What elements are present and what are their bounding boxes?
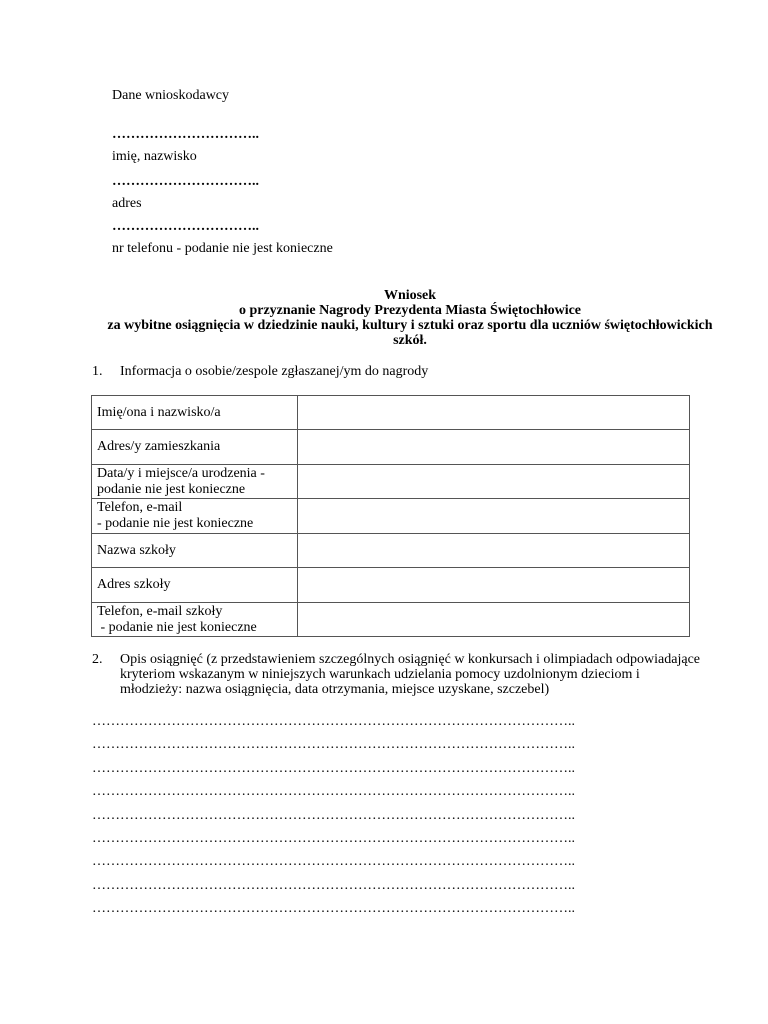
- row-value-field[interactable]: [298, 430, 690, 465]
- nominee-info-table: [91, 395, 690, 637]
- name-fill-line[interactable]: …………………………..: [112, 127, 259, 142]
- row-value-field[interactable]: [298, 568, 690, 603]
- phone-fill-line[interactable]: …………………………..: [112, 219, 259, 234]
- document-subtitle-line4: szkół.: [393, 333, 427, 348]
- row-label: Data/y i miejsce/a urodzenia - podanie nie jest konieczne: [92, 465, 298, 499]
- document-subtitle: o przyznanie Nagrody Prezydenta Miasta Świętochłowice: [238, 303, 582, 318]
- table-row: [92, 396, 690, 430]
- description-line-4[interactable]: …………………………………………………………………………………………..: [92, 784, 575, 799]
- section2-line2: kryteriom wskazanym w niniejszych warunkach udzielania pomocy uzdolnionym dzieciom i: [120, 667, 640, 682]
- applicant-heading: Dane wnioskodawcy: [112, 88, 230, 103]
- row-value-field[interactable]: [298, 603, 690, 637]
- table-row: [92, 499, 690, 534]
- row-label: Nazwa szkoły: [92, 534, 298, 568]
- table-row: [92, 603, 690, 637]
- section1-heading: Informacja o osobie/zespole zgłaszanej/ym do nagrody: [120, 364, 429, 379]
- row-label: Adres szkoły: [92, 568, 298, 603]
- phone-label: nr telefonu - podanie nie jest konieczne: [112, 241, 333, 256]
- address-fill-line[interactable]: …………………………..: [112, 174, 259, 189]
- document-title: Wniosek: [383, 288, 437, 303]
- row-value-field[interactable]: [298, 396, 690, 430]
- description-line-7[interactable]: …………………………………………………………………………………………..: [92, 854, 575, 869]
- table-row: [92, 534, 690, 568]
- description-line-9[interactable]: …………………………………………………………………………………………..: [92, 901, 575, 916]
- row-label: Telefon, e-mail szkoły - podanie nie jest konieczne: [92, 603, 298, 637]
- description-line-3[interactable]: …………………………………………………………………………………………..: [92, 761, 575, 776]
- description-line-1[interactable]: …………………………………………………………………………………………..: [92, 714, 575, 729]
- row-value-field[interactable]: [298, 499, 690, 534]
- description-line-8[interactable]: …………………………………………………………………………………………..: [92, 878, 575, 893]
- document-subtitle-line3: za wybitne osiągnięcia w dziedzinie nauki, kultury i sztuki oraz sportu dla uczniów świętochłowickich: [107, 318, 713, 333]
- section1-number: 1.: [92, 364, 103, 379]
- table-row: [92, 465, 690, 499]
- row-label: Adres/y zamieszkania: [92, 430, 298, 465]
- section2-line1: Opis osiągnięć (z przedstawieniem szczególnych osiągnięć w konkursach i olimpiadach odpowiadające: [120, 652, 701, 667]
- section2-line3: młodzieży: nazwa osiągnięcia, data otrzymania, miejsce uzyskane, szczebel): [120, 682, 550, 697]
- description-line-6[interactable]: …………………………………………………………………………………………..: [92, 831, 575, 846]
- table-row: [92, 430, 690, 465]
- table-row: [92, 568, 690, 603]
- row-label: Imię/ona i nazwisko/a: [92, 396, 298, 430]
- address-label: adres: [112, 196, 142, 211]
- name-label: imię, nazwisko: [112, 149, 197, 164]
- description-line-5[interactable]: …………………………………………………………………………………………..: [92, 808, 575, 823]
- description-line-2[interactable]: …………………………………………………………………………………………..: [92, 737, 575, 752]
- row-value-field[interactable]: [298, 465, 690, 499]
- row-label: Telefon, e-mail - podanie nie jest konieczne: [92, 499, 298, 534]
- section2-number: 2.: [92, 652, 103, 667]
- row-value-field[interactable]: [298, 534, 690, 568]
